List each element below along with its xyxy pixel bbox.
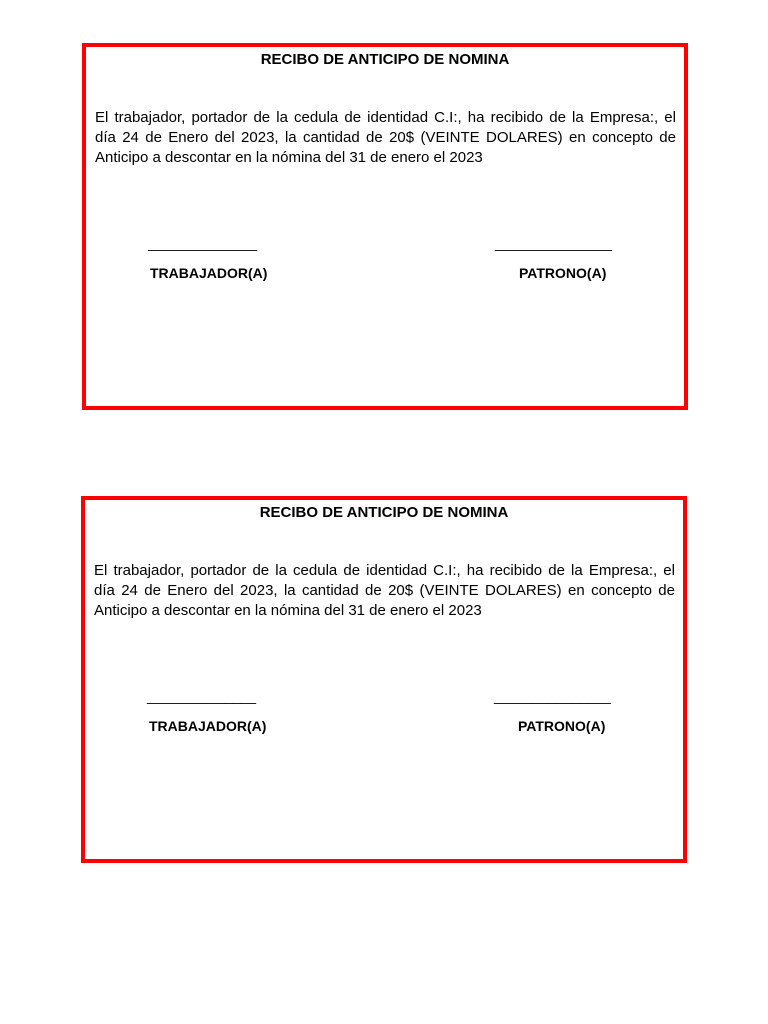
receipt-body-line: día 24 de Enero del 2023, la cantidad de 20$ (VEINTE DOLARES) en concepto de <box>95 129 676 146</box>
receipt-body-line: Anticipo a descontar en la nómina del 31 de enero el 2023 <box>95 149 483 166</box>
receipt-1 <box>82 43 688 410</box>
employer-signature-line: _______________ <box>494 688 611 704</box>
worker-signature-line: ______________ <box>147 688 257 704</box>
receipt-body <box>94 561 675 621</box>
worker-signature-line: ______________ <box>148 235 258 251</box>
worker-signature-label: TRABAJADOR(A) <box>149 718 267 734</box>
receipt-body <box>95 108 676 168</box>
worker-signature-label: TRABAJADOR(A) <box>150 265 268 281</box>
employer-signature-line: _______________ <box>495 235 612 251</box>
employer-signature-label: PATRONO(A) <box>518 718 606 734</box>
receipt-body-line: El trabajador, portador de la cedula de identidad C.I:, ha recibido de la Empresa:, el <box>95 109 676 126</box>
receipt-title: RECIBO DE ANTICIPO DE NOMINA <box>259 504 509 521</box>
receipt-body-line: Anticipo a descontar en la nómina del 31 de enero el 2023 <box>94 602 482 619</box>
receipt-body-line: El trabajador, portador de la cedula de identidad C.I:, ha recibido de la Empresa:, el <box>94 562 675 579</box>
receipt-2 <box>81 496 687 863</box>
receipt-title: RECIBO DE ANTICIPO DE NOMINA <box>260 51 510 68</box>
employer-signature-label: PATRONO(A) <box>519 265 607 281</box>
receipt-body-line: día 24 de Enero del 2023, la cantidad de 20$ (VEINTE DOLARES) en concepto de <box>94 582 675 599</box>
